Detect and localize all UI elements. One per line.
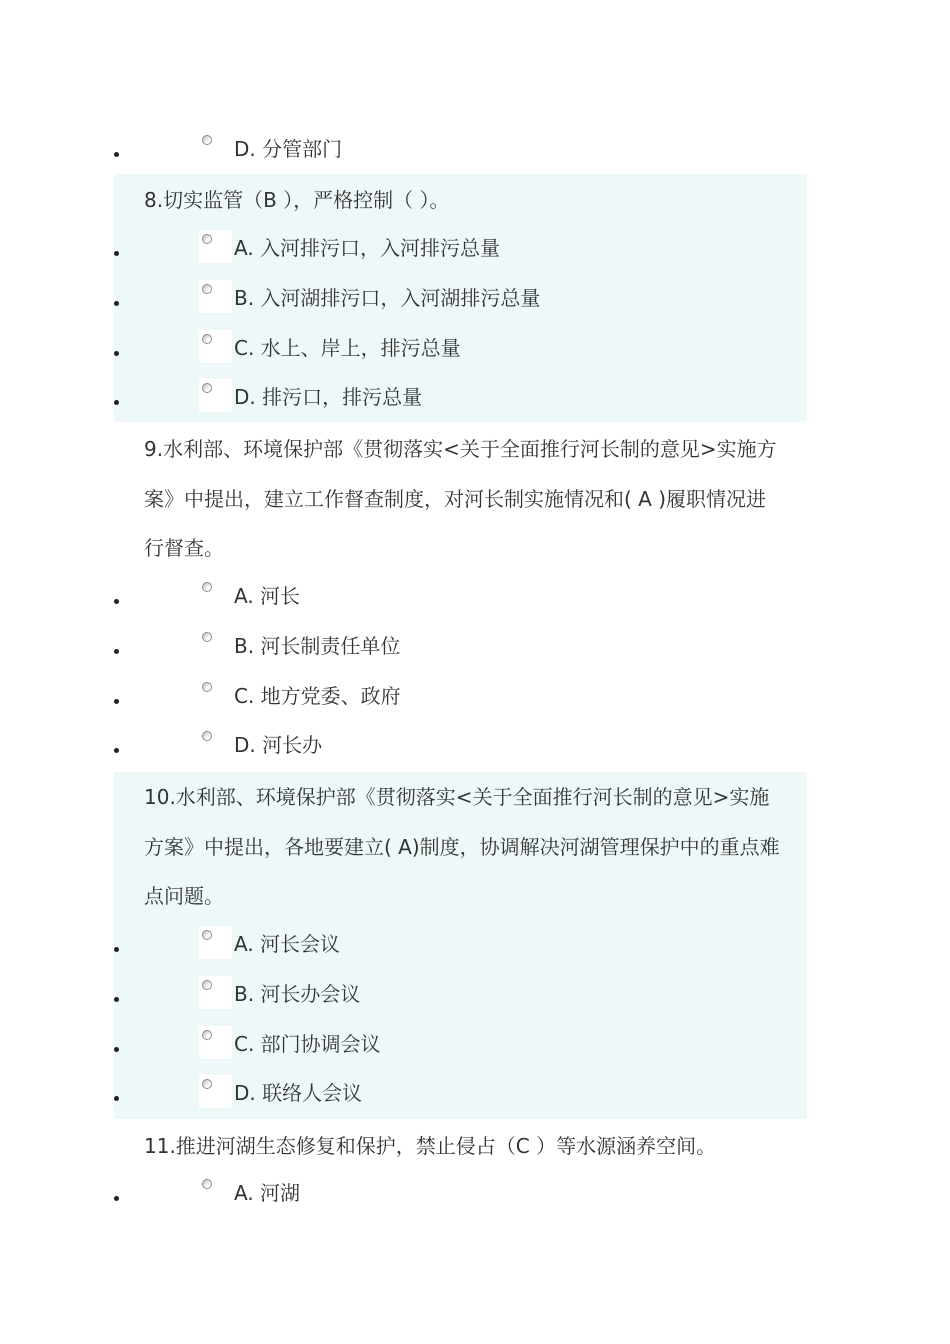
radio-icon — [202, 1079, 212, 1089]
list-item — [0, 969, 950, 1019]
radio-icon — [202, 135, 212, 145]
list-item — [0, 1168, 950, 1218]
list-item — [0, 124, 950, 174]
radio-button[interactable] — [199, 1075, 232, 1108]
radio-icon — [202, 1179, 212, 1189]
radio-button[interactable] — [199, 1175, 232, 1208]
radio-icon — [202, 334, 212, 344]
radio-button[interactable] — [199, 379, 232, 412]
radio-button[interactable] — [199, 628, 232, 661]
radio-icon — [202, 582, 212, 592]
radio-button[interactable] — [199, 131, 232, 164]
radio-button[interactable] — [199, 727, 232, 760]
question-10-line-3: 点问题。 — [144, 884, 224, 908]
radio-button[interactable] — [199, 230, 232, 263]
question-9-line-3: 行督查。 — [144, 536, 224, 560]
list-item — [0, 372, 950, 422]
list-item — [0, 1068, 950, 1118]
option-label: A. 河长 — [234, 584, 301, 608]
list-item — [0, 273, 950, 323]
radio-button[interactable] — [199, 280, 232, 313]
radio-icon — [202, 1030, 212, 1040]
list-item — [0, 1019, 950, 1069]
bullet — [114, 400, 119, 405]
radio-button[interactable] — [199, 578, 232, 611]
option-label: C. 水上、岸上，排污总量 — [234, 336, 461, 360]
option-label: B. 入河湖排污口，入河湖排污总量 — [234, 286, 541, 310]
list-item — [0, 621, 950, 671]
bullet — [114, 947, 119, 952]
option-label: B. 河长办会议 — [234, 982, 361, 1006]
question-9-line-2: 案》中提出，建立工作督查制度，对河长制实施情况和( A )履职情况进 — [144, 487, 767, 511]
list-item — [0, 223, 950, 273]
radio-icon — [202, 234, 212, 244]
option-label: A. 入河排污口，入河排污总量 — [234, 236, 501, 260]
option-label: A. 河长会议 — [234, 932, 341, 956]
question-11-text: 11.推进河湖生态修复和保护，禁止侵占（C ）等水源涵养空间。 — [144, 1134, 717, 1158]
question-10-line-1: 10.水利部、环境保护部《贯彻落实<关于全面推行河长制的意见>实施 — [144, 785, 770, 809]
bullet — [114, 1096, 119, 1101]
list-item — [0, 323, 950, 373]
question-8-text: 8.切实监管（B ），严格控制（ ）。 — [144, 188, 450, 212]
option-label: B. 河长制责任单位 — [234, 634, 401, 658]
bullet — [114, 1047, 119, 1052]
bullet — [114, 351, 119, 356]
bullet — [114, 748, 119, 753]
radio-button[interactable] — [199, 330, 232, 363]
option-label: D. 分管部门 — [234, 137, 343, 161]
list-item — [0, 571, 950, 621]
list-item — [0, 919, 950, 969]
option-label: D. 排污口，排污总量 — [234, 385, 423, 409]
radio-button[interactable] — [199, 1026, 232, 1059]
radio-icon — [202, 930, 212, 940]
radio-icon — [202, 731, 212, 741]
option-label: D. 联络人会议 — [234, 1081, 363, 1105]
bullet — [114, 251, 119, 256]
radio-button[interactable] — [199, 926, 232, 959]
list-item — [0, 671, 950, 721]
option-label: C. 地方党委、政府 — [234, 684, 401, 708]
option-label: A. 河湖 — [234, 1181, 301, 1205]
bullet — [114, 649, 119, 654]
bullet — [114, 152, 119, 157]
radio-icon — [202, 980, 212, 990]
bullet — [114, 1196, 119, 1201]
radio-icon — [202, 383, 212, 393]
radio-icon — [202, 682, 212, 692]
question-9-line-1: 9.水利部、环境保护部《贯彻落实<关于全面推行河长制的意见>实施方 — [144, 437, 777, 461]
option-label: C. 部门协调会议 — [234, 1032, 381, 1056]
bullet — [114, 997, 119, 1002]
radio-icon — [202, 284, 212, 294]
question-10-line-2: 方案》中提出，各地要建立( A)制度，协调解决河湖管理保护中的重点难 — [144, 835, 780, 859]
bullet — [114, 599, 119, 604]
radio-icon — [202, 632, 212, 642]
radio-button[interactable] — [199, 976, 232, 1009]
list-item — [0, 720, 950, 770]
bullet — [114, 699, 119, 704]
radio-button[interactable] — [199, 678, 232, 711]
bullet — [114, 301, 119, 306]
option-label: D. 河长办 — [234, 733, 323, 757]
